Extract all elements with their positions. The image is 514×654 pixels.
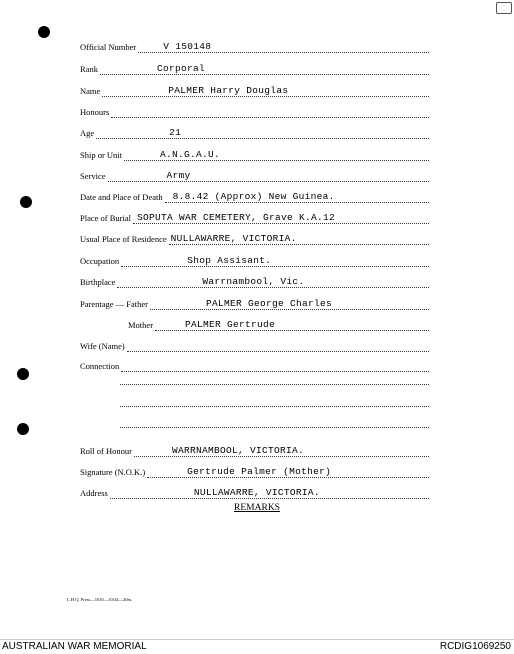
connection-line-4: [120, 426, 429, 428]
birthplace-row: [80, 274, 429, 288]
ship-or-unit-row: [80, 147, 429, 161]
corner-tab: [496, 2, 512, 14]
place-burial-row: [80, 210, 429, 224]
footer-record-id: RCDIG1069250: [439, 641, 511, 652]
wife-label: Wife (Name): [80, 341, 125, 351]
occupation-label: Occupation: [80, 256, 120, 266]
name-label: Name: [80, 86, 101, 96]
father-row: [80, 296, 429, 310]
occupation-value: Shop Assisant.: [187, 255, 272, 266]
age-label: Age: [80, 128, 95, 138]
date-place-death-row: [80, 189, 429, 203]
punch-hole-3: [17, 368, 29, 380]
occupation-row: [80, 253, 429, 267]
father-value: PALMER George Charles: [205, 298, 333, 309]
signature-row: [80, 464, 429, 478]
connection-line-3: [120, 405, 429, 407]
punch-hole-2: [20, 196, 32, 208]
honours-label: Honours: [80, 107, 110, 117]
service-value: Army: [166, 170, 191, 181]
roll-of-honour-row: [80, 443, 429, 457]
official-number-label: Official Number: [80, 42, 137, 52]
service-label: Service: [80, 171, 106, 181]
mother-label-text: Mother: [128, 320, 154, 330]
father-label: Parentage — Father: [80, 299, 148, 309]
mother-value: PALMER Gertrude: [185, 319, 276, 330]
usual-residence-value: NULLAWARRE, VICTORIA.: [170, 233, 297, 244]
official-number-row: [80, 39, 429, 53]
mother-row: [128, 317, 429, 331]
wife-row: [80, 338, 429, 352]
honours-row: [80, 104, 429, 118]
archive-footer: [0, 639, 514, 654]
date-place-death-value: 8.8.42 (Approx) New Guinea.: [172, 191, 335, 202]
connection-row: [80, 358, 429, 372]
name-value: PALMER Harry Douglas: [168, 85, 289, 96]
name-row: [80, 83, 429, 97]
place-burial-value: SOPUTA WAR CEMETERY, Grave K.A.12: [136, 212, 336, 223]
place-burial-label: Place of Burial: [80, 213, 131, 223]
date-place-death-label: Date and Place of Death: [80, 192, 163, 202]
signature-label: Signature (N.O.K.): [80, 467, 146, 477]
age-value: 21: [169, 127, 182, 138]
ship-or-unit-value: A.N.G.A.U.: [160, 149, 221, 160]
connection-label: Connection: [80, 361, 120, 371]
connection-line-2: [120, 383, 429, 385]
address-label: Address: [80, 488, 108, 498]
usual-residence-row: [80, 231, 429, 245]
remarks-heading: REMARKS: [234, 503, 280, 513]
service-row: [80, 168, 429, 182]
footer-institution: AUSTRALIAN WAR MEMORIAL: [2, 641, 147, 652]
print-code: L.H.Q. Press—1635—10/44—20m.: [67, 597, 133, 602]
rank-value: Corporal: [156, 63, 205, 74]
rank-row: [80, 61, 429, 75]
age-row: [80, 125, 429, 139]
usual-residence-label: Usual Place of Residence: [80, 234, 167, 244]
roll-of-honour-value: WARRNAMBOOL, VICTORIA.: [171, 445, 304, 456]
punch-hole-4: [17, 423, 29, 435]
address-row: [80, 485, 429, 499]
birthplace-label: Birthplace: [80, 277, 116, 287]
signature-value: Gertrude Palmer (Mother): [187, 466, 332, 477]
punch-hole-1: [38, 26, 50, 38]
birthplace-value: Warrnambool, Vic.: [202, 276, 305, 287]
address-value: NULLAWARRE, VICTORIA.: [193, 487, 320, 498]
rank-label: Rank: [80, 64, 98, 74]
ship-or-unit-label: Ship or Unit: [80, 150, 123, 160]
official-number-value: V 150148: [163, 41, 212, 52]
roll-of-honour-label: Roll of Honour: [80, 446, 132, 456]
